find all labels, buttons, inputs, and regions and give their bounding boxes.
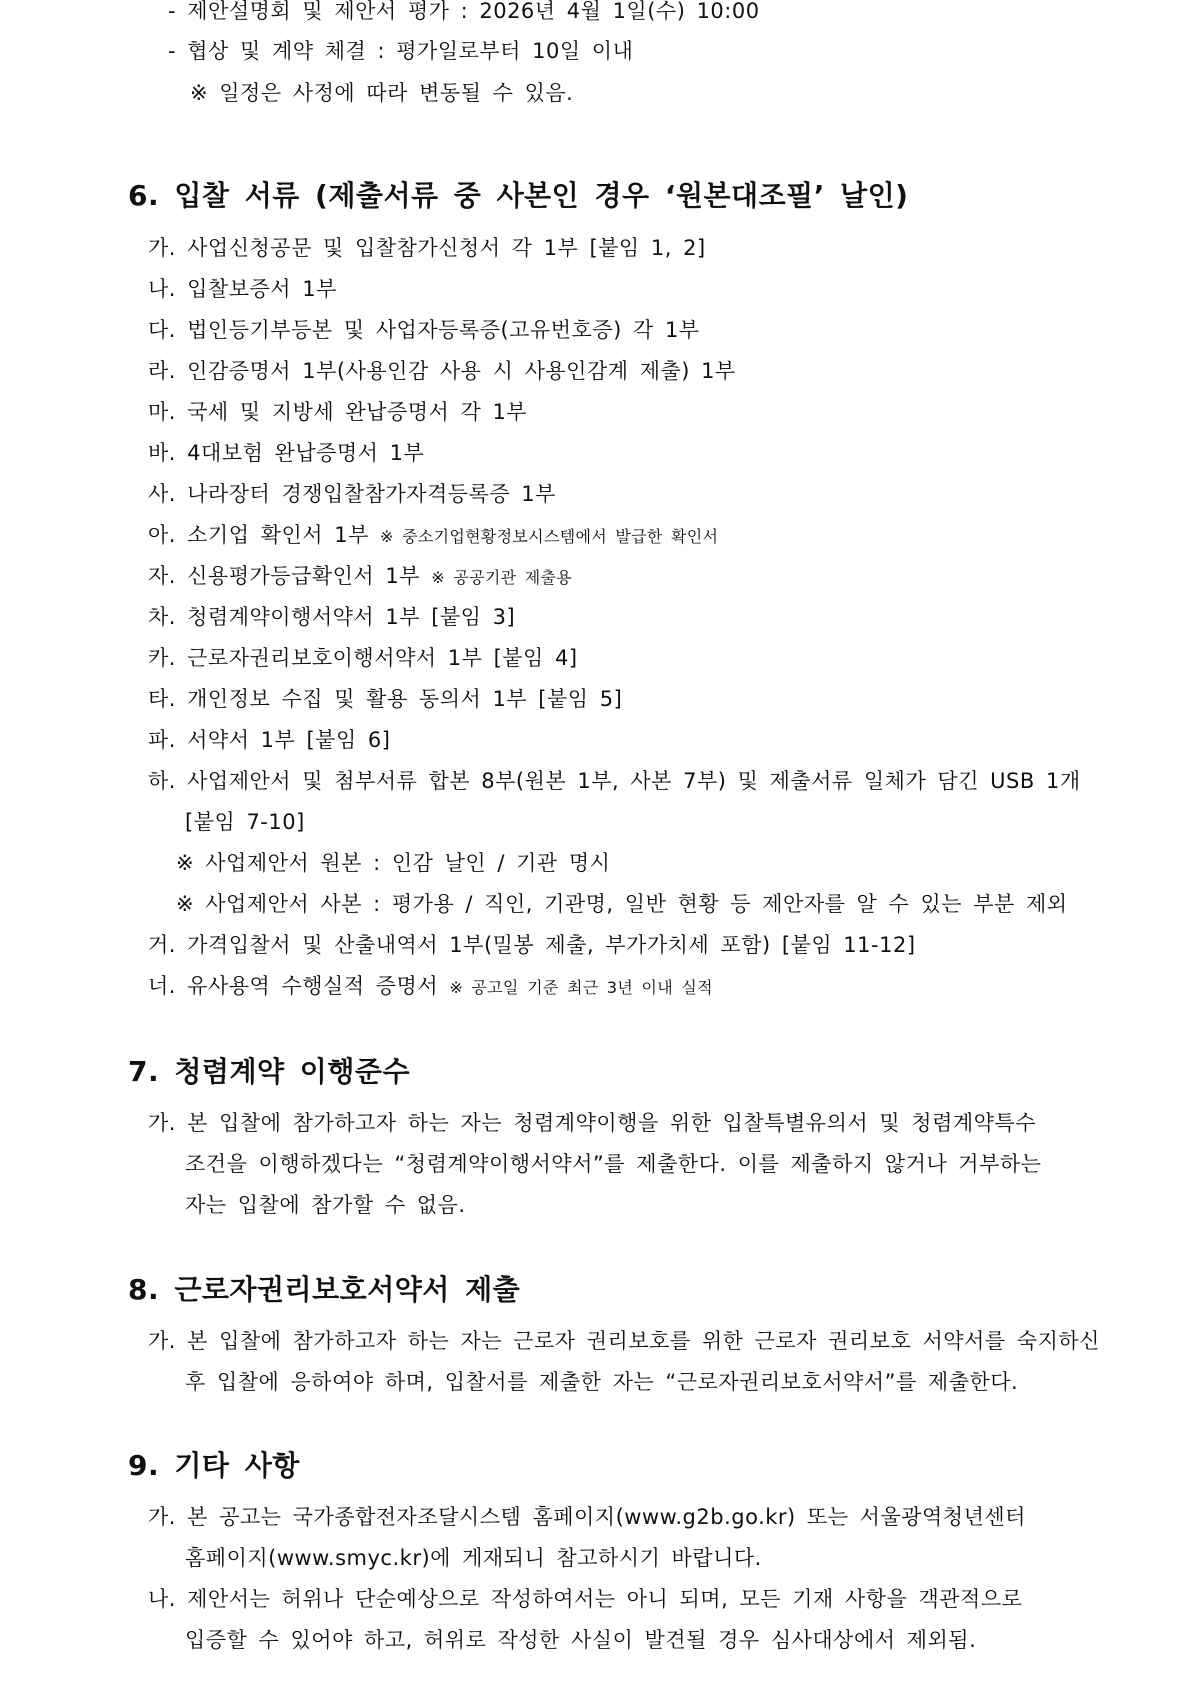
list-item: 파. 서약서 1부 [붙임 6] — [148, 728, 391, 752]
schedule-note: ※ 일정은 사정에 따라 변동될 수 있음. — [190, 81, 574, 105]
list-item: 마. 국세 및 지방세 완납증명서 각 1부 — [148, 400, 528, 424]
paragraph-line: 조건을 이행하겠다는 “청렴계약이행서약서”를 제출한다. 이를 제출하지 않거나 거부하는 — [185, 1152, 1042, 1176]
list-item: 카. 근로자권리보호이행서약서 1부 [붙임 4] — [148, 646, 578, 670]
list-item-note: ※ 공공기관 제출용 — [431, 568, 573, 587]
list-item: 가. 사업신청공문 및 입찰참가신청서 각 1부 [붙임 1, 2] — [148, 236, 706, 260]
paragraph-line: 가. 본 공고는 국가종합전자조달시스템 홈페이지(www.g2b.go.kr) 또는 서울광역청년센터 — [148, 1505, 1026, 1529]
list-item: 차. 청렴계약이행서약서 1부 [붙임 3] — [148, 605, 516, 629]
list-item: 바. 4대보험 완납증명서 1부 — [148, 441, 425, 465]
schedule-item: - 제안설명회 및 제안서 평가 : 2026년 4월 1일(수) 10:00 — [168, 0, 760, 23]
list-subnote: ※ 사업제안서 원본 : 인감 날인 / 기관 명시 — [176, 851, 611, 875]
list-item: 다. 법인등기부등본 및 사업자등록증(고유번호증) 각 1부 — [148, 318, 700, 342]
paragraph-line: 가. 본 입찰에 참가하고자 하는 자는 근로자 권리보호를 위한 근로자 권리보호 서약서를 숙지하신 — [148, 1329, 1100, 1353]
list-item: 라. 인감증명서 1부(사용인감 사용 시 사용인감계 제출) 1부 — [148, 359, 736, 383]
paragraph-line: 가. 본 입찰에 참가하고자 하는 자는 청렴계약이행을 위한 입찰특별유의서 및 청렴계약특수 — [148, 1111, 1037, 1135]
list-item — [148, 520, 718, 552]
section-6-title: 6. 입찰 서류 (제출서류 중 사본인 경우 ‘원본대조필’ 날인) — [128, 179, 909, 212]
list-item: 하. 사업제안서 및 첨부서류 합본 8부(원본 1부, 사본 7부) 및 제출서류 일체가 담긴 USB 1개 — [148, 769, 1081, 793]
section-9-title: 9. 기타 사항 — [128, 1449, 300, 1482]
paragraph-line: 나. 제안서는 허위나 단순예상으로 작성하여서는 아니 되며, 모든 기재 사항을 객관적으로 — [148, 1587, 1023, 1611]
list-item-text: 아. 소기업 확인서 1부 — [148, 523, 369, 547]
schedule-item: - 협상 및 계약 체결 : 평가일로부터 10일 이내 — [168, 39, 634, 63]
list-item — [148, 561, 572, 593]
paragraph-line: 후 입찰에 응하여야 하며, 입찰서를 제출한 자는 “근로자권리보호서약서”를 제출한다. — [185, 1370, 1019, 1394]
list-item-note: ※ 공고일 기준 최근 3년 이내 실적 — [449, 978, 713, 997]
list-item-continuation: [붙임 7-10] — [185, 810, 305, 834]
list-item: 거. 가격입찰서 및 산출내역서 1부(밀봉 제출, 부가가치세 포함) [붙임 11-12] — [148, 933, 916, 957]
list-item — [148, 971, 713, 1003]
paragraph-line: 홈페이지(www.smyc.kr)에 게재되니 참고하시기 바랍니다. — [185, 1546, 762, 1570]
paragraph-line: 입증할 수 있어야 하고, 허위로 작성한 사실이 발견될 경우 심사대상에서 제외됨. — [185, 1628, 977, 1652]
list-item-text: 너. 유사용역 수행실적 증명서 — [148, 974, 439, 998]
list-item: 나. 입찰보증서 1부 — [148, 277, 337, 301]
list-subnote: ※ 사업제안서 사본 : 평가용 / 직인, 기관명, 일반 현황 등 제안자를 알 수 있는 부분 제외 — [176, 892, 1068, 916]
list-item: 타. 개인정보 수집 및 활용 동의서 1부 [붙임 5] — [148, 687, 623, 711]
list-item-text: 자. 신용평가등급확인서 1부 — [148, 564, 421, 588]
section-7-title: 7. 청렴계약 이행준수 — [128, 1055, 411, 1088]
paragraph-line: 자는 입찰에 참가할 수 없음. — [185, 1193, 466, 1217]
list-item-note: ※ 중소기업현황정보시스템에서 발급한 확인서 — [380, 527, 719, 546]
section-8-title: 8. 근로자권리보호서약서 제출 — [128, 1273, 521, 1306]
list-item: 사. 나라장터 경쟁입찰참가자격등록증 1부 — [148, 482, 556, 506]
